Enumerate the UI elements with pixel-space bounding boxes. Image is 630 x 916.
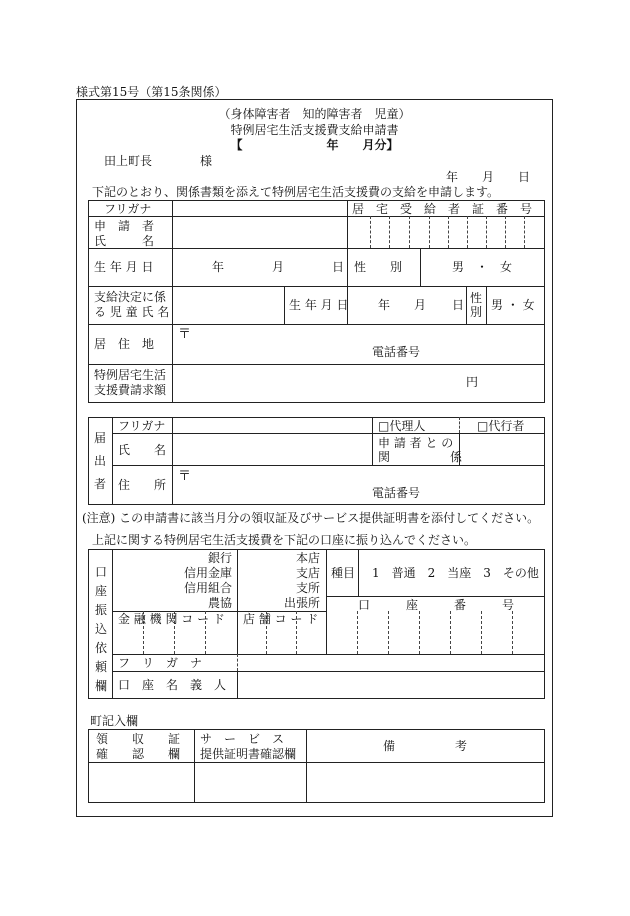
bank-side-0: 口 xyxy=(95,565,108,579)
intro-text: 下記のとおり、関係書類を添えて特例居宅生活支援費の支給を申請します。 xyxy=(92,185,500,199)
child-name-label-1: 支給決定に係 xyxy=(94,290,167,304)
honorific: 様 xyxy=(200,154,213,168)
town-section-title: 町記入欄 xyxy=(90,714,139,728)
form-number: 様式第15号（第15条関係） xyxy=(76,85,227,99)
child-sex-label-2: 別 xyxy=(470,305,483,319)
transfer-note: 上記に関する特例居宅生活支援費を下記の口座に振り込んでください。 xyxy=(92,533,477,547)
proxy-checkbox[interactable]: □代行者 xyxy=(477,419,525,433)
bank-furigana-label: フ リ ガ ナ xyxy=(118,656,203,670)
remarks-label: 備 考 xyxy=(382,739,467,753)
sex-options: 男 ・ 女 xyxy=(452,260,513,274)
addressee: 田上町長 xyxy=(104,154,153,168)
sex-label: 性 別 xyxy=(354,260,403,274)
bank-type-nokyo: 農協 xyxy=(208,596,233,610)
birth-month: 月 xyxy=(272,260,285,274)
child-birth-day: 日 xyxy=(452,298,465,312)
notifier-address-label: 住 所 xyxy=(118,478,167,492)
child-name-label-2: る 児 童 氏 名 xyxy=(94,305,170,319)
bank-side-5: 頼 xyxy=(95,660,108,674)
child-sex-options: 男 ・ 女 xyxy=(491,298,535,312)
cert-number-label: 居 宅 受 給 者 証 番 号 xyxy=(352,202,533,216)
branch-code-label: 店 舗 コ ー ド xyxy=(243,612,319,626)
bank-side-1: 座 xyxy=(95,584,108,598)
receipt-check-label-2: 確 認 欄 xyxy=(96,747,181,761)
notifier-postal-mark: 〒 xyxy=(178,469,192,484)
relation-label-1: 申 請 者 と の xyxy=(378,436,454,450)
bank-side-6: 欄 xyxy=(95,679,108,693)
branch-type-branch: 支店 xyxy=(296,566,321,580)
bank-side-4: 依 xyxy=(95,641,108,655)
receipt-check-label-1: 領 収 証 xyxy=(96,732,181,746)
bank-side-3: 込 xyxy=(95,622,108,636)
claim-label-2: 支援費請求額 xyxy=(94,383,167,397)
branch-type-sub: 支所 xyxy=(296,581,321,595)
address-label: 居 住 地 xyxy=(94,337,155,351)
applicant-furigana-label: フリガナ xyxy=(104,202,152,216)
notifier-phone-label: 電話番号 xyxy=(372,486,421,500)
applicant-name-label-2: 氏 名 xyxy=(94,234,155,248)
child-sex-label-1: 性 xyxy=(470,291,483,305)
bank-side-2: 振 xyxy=(95,603,108,617)
applicant-name-label-1: 申 請 者 xyxy=(94,219,155,233)
notifier-furigana-label: フリガナ xyxy=(118,419,166,433)
account-kind-label: 種目 xyxy=(331,566,356,580)
period-line: 【 年 月分】 xyxy=(230,138,399,152)
agent-checkbox[interactable]: □代理人 xyxy=(378,419,426,433)
attachment-note: (注意) この申請書に該当月分の領収証及びサービス提供証明書を添付してください。 xyxy=(82,511,540,525)
claim-yen: 円 xyxy=(466,375,479,389)
child-birth-year: 年 xyxy=(378,298,391,312)
account-kind-options: 1 普通 2 当座 3 その他 xyxy=(372,566,539,580)
notifier-name-label: 氏 名 xyxy=(118,443,167,457)
address-postal-mark: 〒 xyxy=(178,327,192,342)
service-check-label-1: サ ー ビ ス xyxy=(200,732,285,746)
notifier-side-3: 者 xyxy=(94,477,107,491)
service-check-label-2: 提供証明書確認欄 xyxy=(200,747,297,761)
birthdate-label: 生 年 月 日 xyxy=(94,260,154,274)
branch-type-office: 出張所 xyxy=(284,596,321,610)
account-number-label: 口 座 番 号 xyxy=(358,598,515,612)
birth-day: 日 xyxy=(332,260,345,274)
bank-type-bank: 銀行 xyxy=(208,551,233,565)
child-birth-label: 生 年 月 日 xyxy=(289,298,349,312)
child-birth-month: 月 xyxy=(414,298,427,312)
relation-label-2: 関 係 xyxy=(378,450,463,464)
application-date: 年 月 日 xyxy=(446,170,531,184)
notifier-side-1: 届 xyxy=(94,431,107,445)
category-line: （身体障害者 知的障害者 児童） xyxy=(218,107,411,121)
institution-code-label: 金 融 機 関 コ ー ド xyxy=(118,612,225,626)
address-phone-label: 電話番号 xyxy=(372,345,421,359)
claim-label-1: 特例居宅生活 xyxy=(94,368,167,382)
notifier-side-2: 出 xyxy=(94,454,107,468)
birth-year: 年 xyxy=(212,260,225,274)
branch-type-head: 本店 xyxy=(296,551,321,565)
form-title: 特例居宅生活支援費支給申請書 xyxy=(230,123,399,137)
account-holder-label: 口 座 名 義 人 xyxy=(118,678,227,692)
bank-type-shinkumi: 信用組合 xyxy=(184,581,233,595)
bank-type-shinkin: 信用金庫 xyxy=(184,566,233,580)
